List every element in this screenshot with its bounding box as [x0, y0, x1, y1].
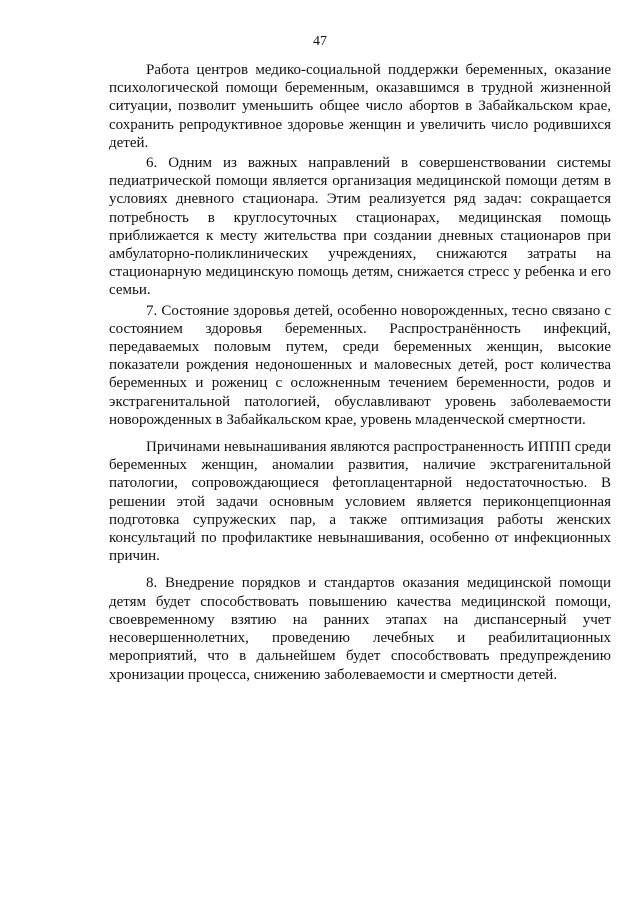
paragraph-newborn-health: 7. Состояние здоровья детей, особенно новорожденных, тесно связано с состоянием здоровья беременных. Распространённость инфекций, передаваемых половым путем, среди беременных женщин, высокие показатели рождения недоношенных и маловесных детей, рост количества беременных и рожениц с осложненным течением беременности, родов и экстрагенитальной патологией, обуславливают уровень заболеваемости новорожденных в Забайкальском крае, уровень младенческой смертности. — [109, 302, 611, 428]
paragraph-pregnancy-support-centers: Работа центров медико-социальной поддержки беременных, оказание психологической помощи беременным, оказавшимся в трудной жизненной ситуации, позволит уменьшить общее число абортов в Забайкальском крае, сохранить репродуктивное здоровье женщин и увеличить число родившихся детей. — [109, 62, 611, 151]
paragraph-care-standards: 8. Внедрение порядков и стандартов оказания медицинской помощи детям будет способствовать повышению качества медицинской помощи, своевременному взятию на ранних этапах на диспансерный учет несовершеннолетних, проведению лечебных и реабилитационных мероприятий, что в дальнейшем будет способствовать предупреждению хронизации процесса, снижению заболеваемости и смертности детей. — [109, 575, 611, 683]
paragraph-day-hospital: 6. Одним из важных направлений в совершенствовании системы педиатрической помощи является организация медицинской помощи детям в условиях дневного стационара. Этим реализуется ряд задач: сокращается потребность в круглосуточных стационарах, медицинская помощь приближается к месту жительства при создании дневных стационаров при амбулаторно-поликлинических учреждениях, снижаются затраты на стационарную медицинскую помощь детям, снижается стресс у ребенка и его семьи. — [109, 155, 611, 299]
paragraph-miscarriage-causes: Причинами невынашивания являются распространенность ИППП среди беременных женщин, аномалии развития, наличие экстрагенитальной патологии, сопровождающиеся фетоплацентарной недостаточностью. В решении этой задачи основным условием является периконцепционная подготовка супружеских пар, а также оптимизация работы женских консультаций по профилактике невынашивания, особенно от инфекционных причин. — [109, 439, 612, 565]
document-body — [109, 61, 611, 684]
page-number: 47 — [313, 34, 327, 49]
